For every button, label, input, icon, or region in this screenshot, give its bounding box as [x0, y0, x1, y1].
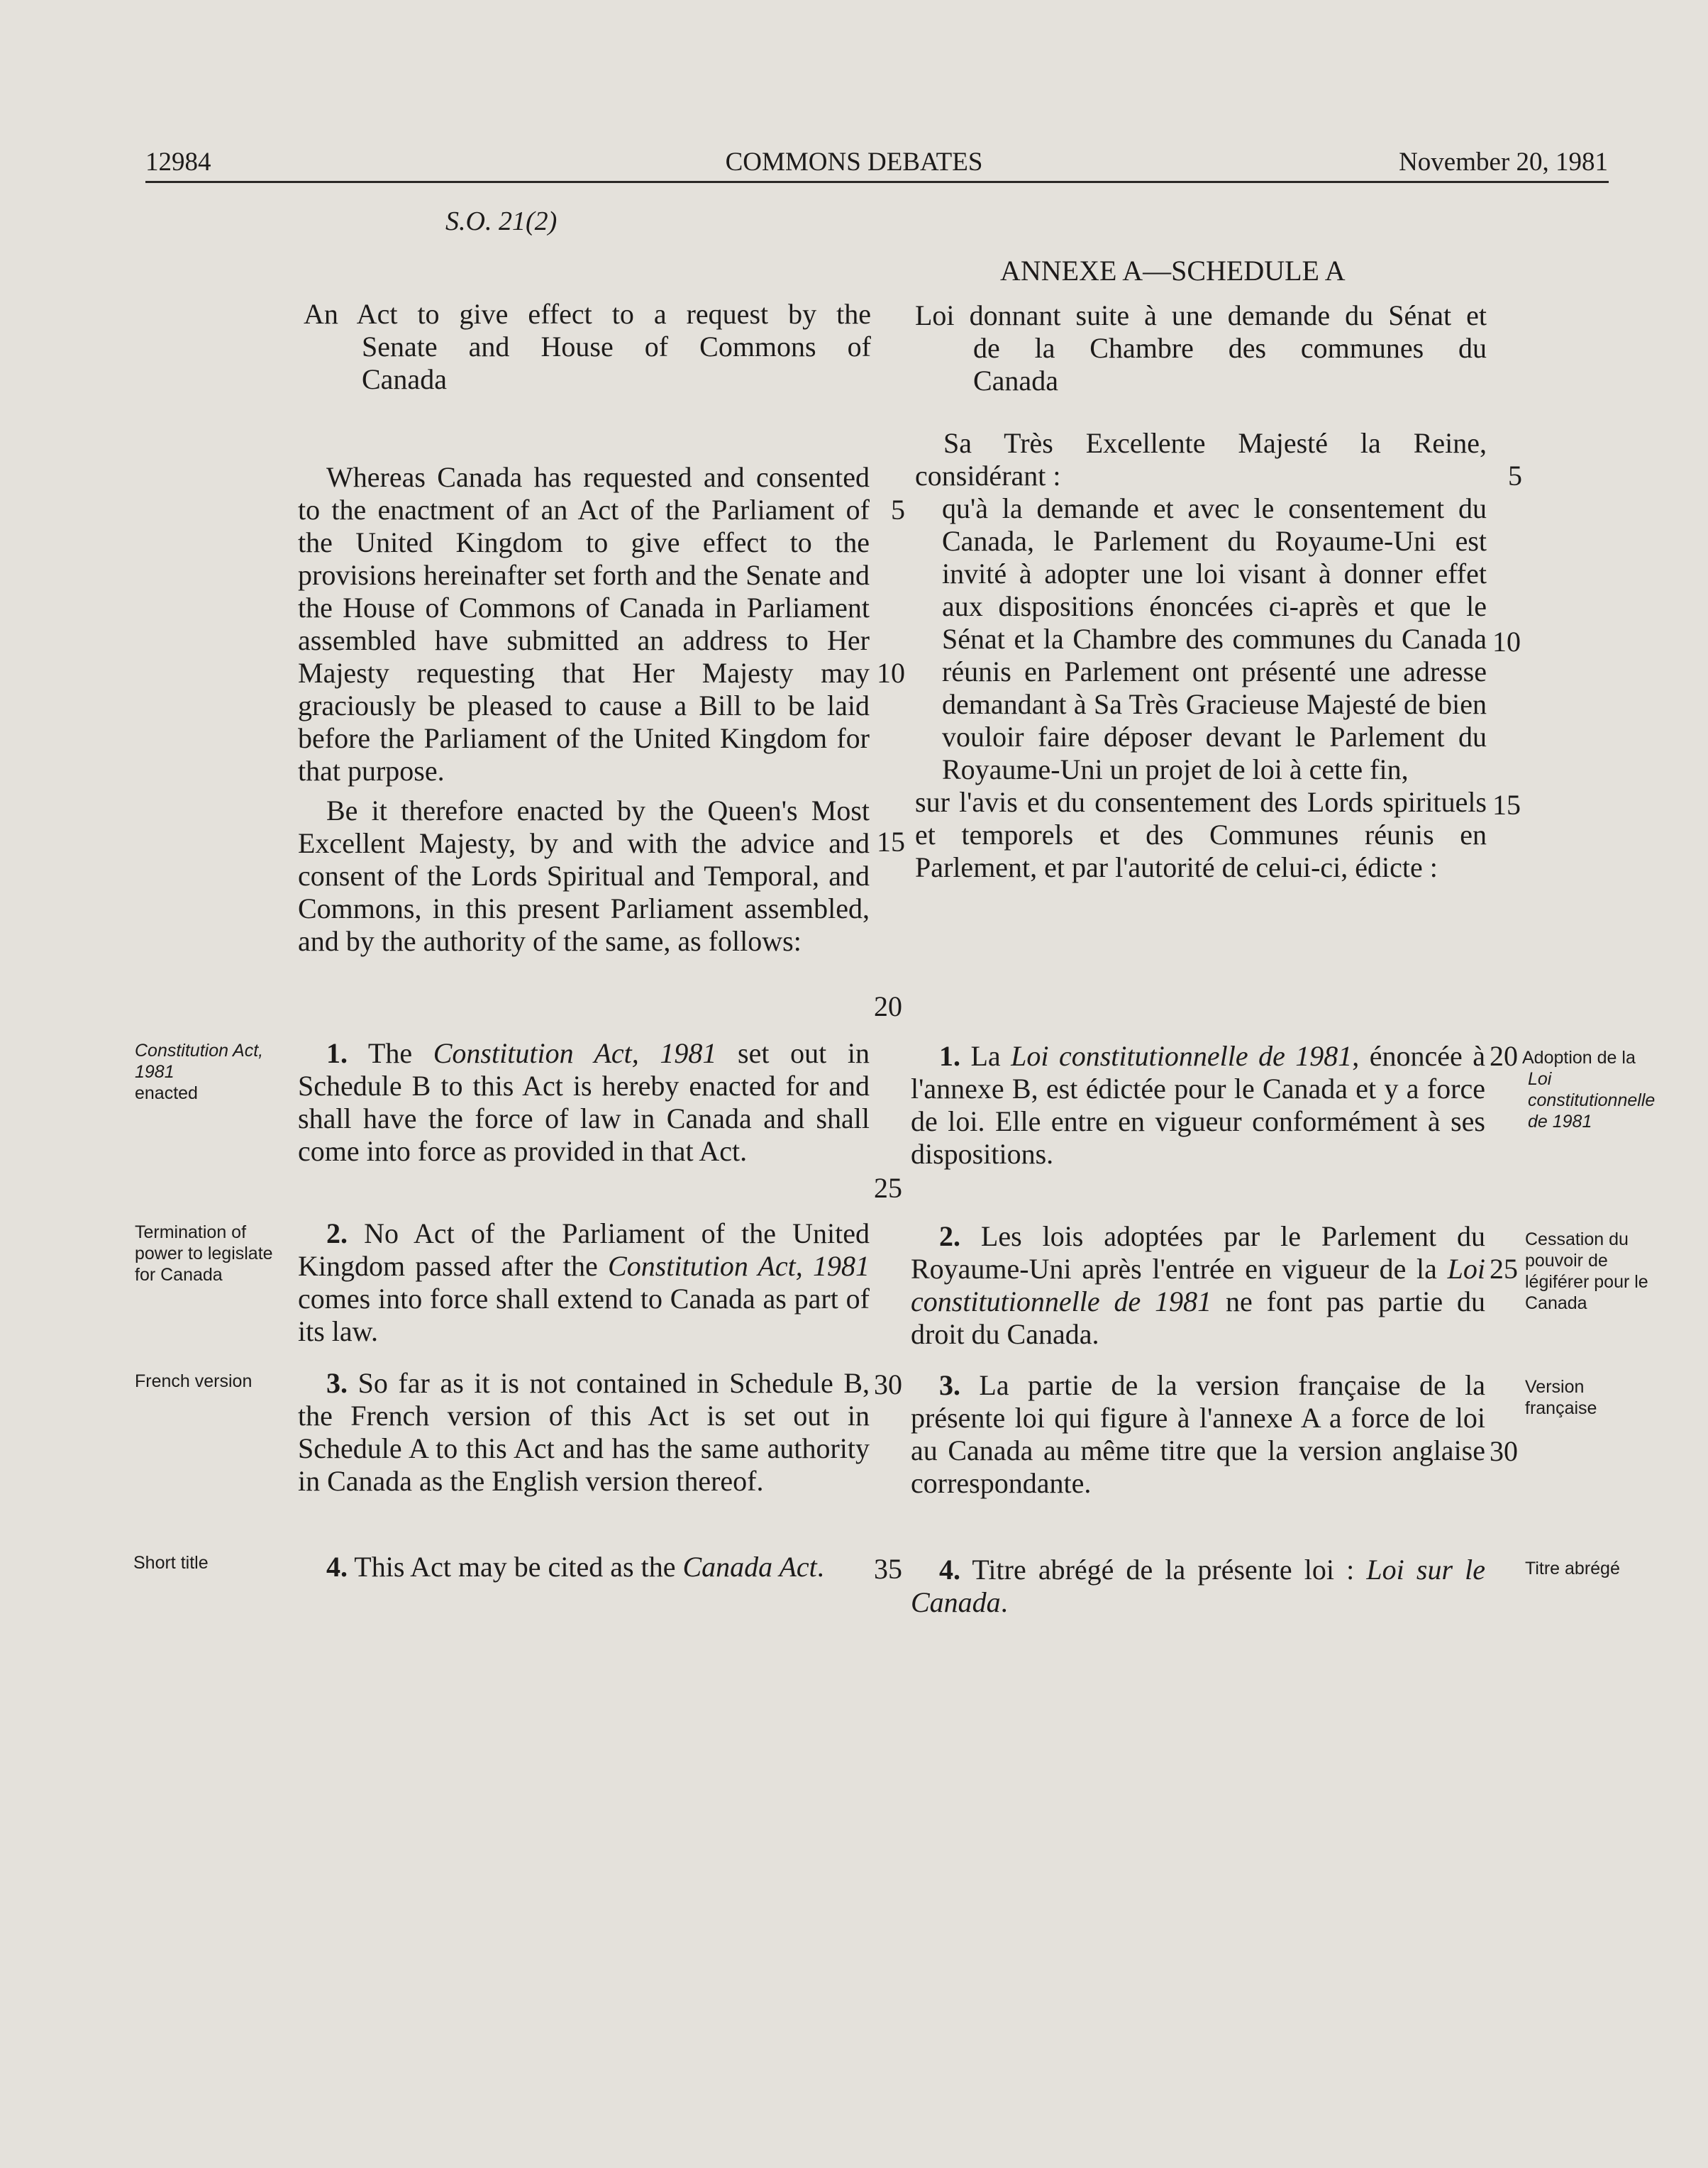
french-section-2: 2. Les lois adoptées par le Parlement du Royaume-Uni après l'entrée en vigueur de la Loi constitutionnelle de 1981 ne font pas partie du droit du Canada.: [911, 1220, 1486, 1350]
line-number: 30: [874, 1368, 902, 1400]
french-title-line: de la Chambre des communes du: [973, 332, 1487, 364]
line-number: 25: [874, 1172, 902, 1204]
french-section-1: 1. La Loi constitutionnelle de 1981, énoncée à l'annexe B, est édictée pour le Canada et y a force de loi. Elle entre en vigueur conformément à ses dispositions.: [911, 1040, 1486, 1170]
line-number: 35: [874, 1553, 902, 1585]
english-whereas: Whereas Canada has requested and consented to the enactment of an Act of the Parliament of the United Kingdom to give effect to the provisions hereinafter set forth and the Senate and the House of Commons of Canada in Parliament assembled have submitted an address to Her Majesty requesting that Her Majesty may graciously be pleased to cause a Bill to be laid before the Parliament of the United Kingdom for that purpose.: [298, 461, 870, 787]
english-title-line: Canada: [362, 363, 447, 395]
sidenote-version-francaise: Version française: [1525, 1377, 1597, 1418]
english-title-line: An Act to give effect to a request by the: [304, 298, 871, 330]
sidenote-adoption: Adoption de la Loi constitutionnelle de 1981: [1522, 1048, 1656, 1132]
page-number: 12984: [145, 148, 211, 177]
french-enacting-clause: sur l'avis et du consentement des Lords spirituels et temporels et des Communes réunis en Parlement, et par l'autorité de celui-ci, édicte :: [915, 786, 1487, 883]
sidenote-constitution-act-enacted: Constitution Act, 1981 enacted: [135, 1041, 264, 1103]
sidenote-short-title: Short title: [133, 1553, 209, 1573]
sidenote-french-version: French version: [135, 1371, 253, 1391]
line-number: 15: [1492, 789, 1521, 821]
english-section-2: 2. No Act of the Parliament of the United Kingdom passed after the Constitution Act, 1981 comes into force shall extend to Canada as part of its law.: [298, 1217, 870, 1347]
english-section-4: 4. This Act may be cited as the Canada Act.: [326, 1551, 824, 1583]
schedule-heading: ANNEXE A—SCHEDULE A: [1000, 255, 1346, 287]
french-title-line: Loi donnant suite à une demande du Sénat et: [915, 299, 1487, 331]
publication-title: COMMONS DEBATES: [725, 148, 983, 177]
english-preamble: [298, 461, 870, 958]
line-number: 10: [877, 657, 905, 689]
french-title: [915, 299, 1487, 397]
line-number: 30: [1490, 1435, 1518, 1467]
line-number: 15: [877, 826, 905, 858]
french-intro: Sa Très Excellente Majesté la Reine,: [943, 427, 1487, 459]
english-section-1: 1. The Constitution Act, 1981 set out in Schedule B to this Act is hereby enacted for and shall have the force of law in Canada and shall come into force as provided in that Act.: [298, 1037, 870, 1167]
english-section-3: 3. So far as it is not contained in Schedule B, the French version of this Act is set out in Schedule A to this Act and has the same authority in Canada as the English version thereof.: [298, 1367, 870, 1497]
french-section-4: 4. Titre abrégé de la présente loi : Loi sur le Canada.: [911, 1554, 1485, 1618]
french-title-line: Canada: [973, 365, 1058, 397]
french-considerant: considérant :: [915, 460, 1061, 492]
line-number: 5: [891, 494, 905, 526]
english-title-line: Senate and House of Commons of: [362, 331, 871, 363]
sidenote-titre-abrege: Titre abrégé: [1525, 1559, 1620, 1578]
line-number: 5: [1508, 460, 1522, 492]
line-number: 20: [1490, 1040, 1518, 1072]
english-title: [304, 298, 871, 396]
page-date: November 20, 1981: [1399, 148, 1608, 177]
french-section-3: 3. La partie de la version française de la présente loi qui figure à l'annexe A a force de loi au Canada au même titre que la version anglaise correspondante.: [911, 1369, 1485, 1499]
line-number: 20: [874, 990, 902, 1022]
english-enacting-clause: Be it therefore enacted by the Queen's Most Excellent Majesty, by and with the advice and consent of the Lords Spiritual and Temporal, and Commons, in this present Parliament assembled, and by the authority of the same, as follows:: [298, 795, 870, 957]
line-number: 25: [1490, 1253, 1518, 1285]
line-number: 10: [1492, 626, 1521, 658]
standing-order: S.O. 21(2): [445, 206, 558, 236]
french-preamble: [915, 427, 1487, 884]
sidenote-termination: Termination of power to legislate for Canada: [135, 1222, 273, 1285]
sidenote-cessation: Cessation du pouvoir de légiférer pour le Canada: [1525, 1229, 1648, 1313]
french-whereas: qu'à la demande et avec le consentement du Canada, le Parlement du Royaume-Uni est invité à adopter une loi visant à donner effet aux dispositions énoncées ci-après et que le Sénat et la Chambre des communes du Canada réunis en Parlement ont présenté une adresse demandant à Sa Très Gracieuse Majesté de bien vouloir faire déposer devant le Parlement du Royaume-Uni un projet de loi à cette fin,: [942, 492, 1487, 785]
header-rule: [145, 181, 1609, 183]
